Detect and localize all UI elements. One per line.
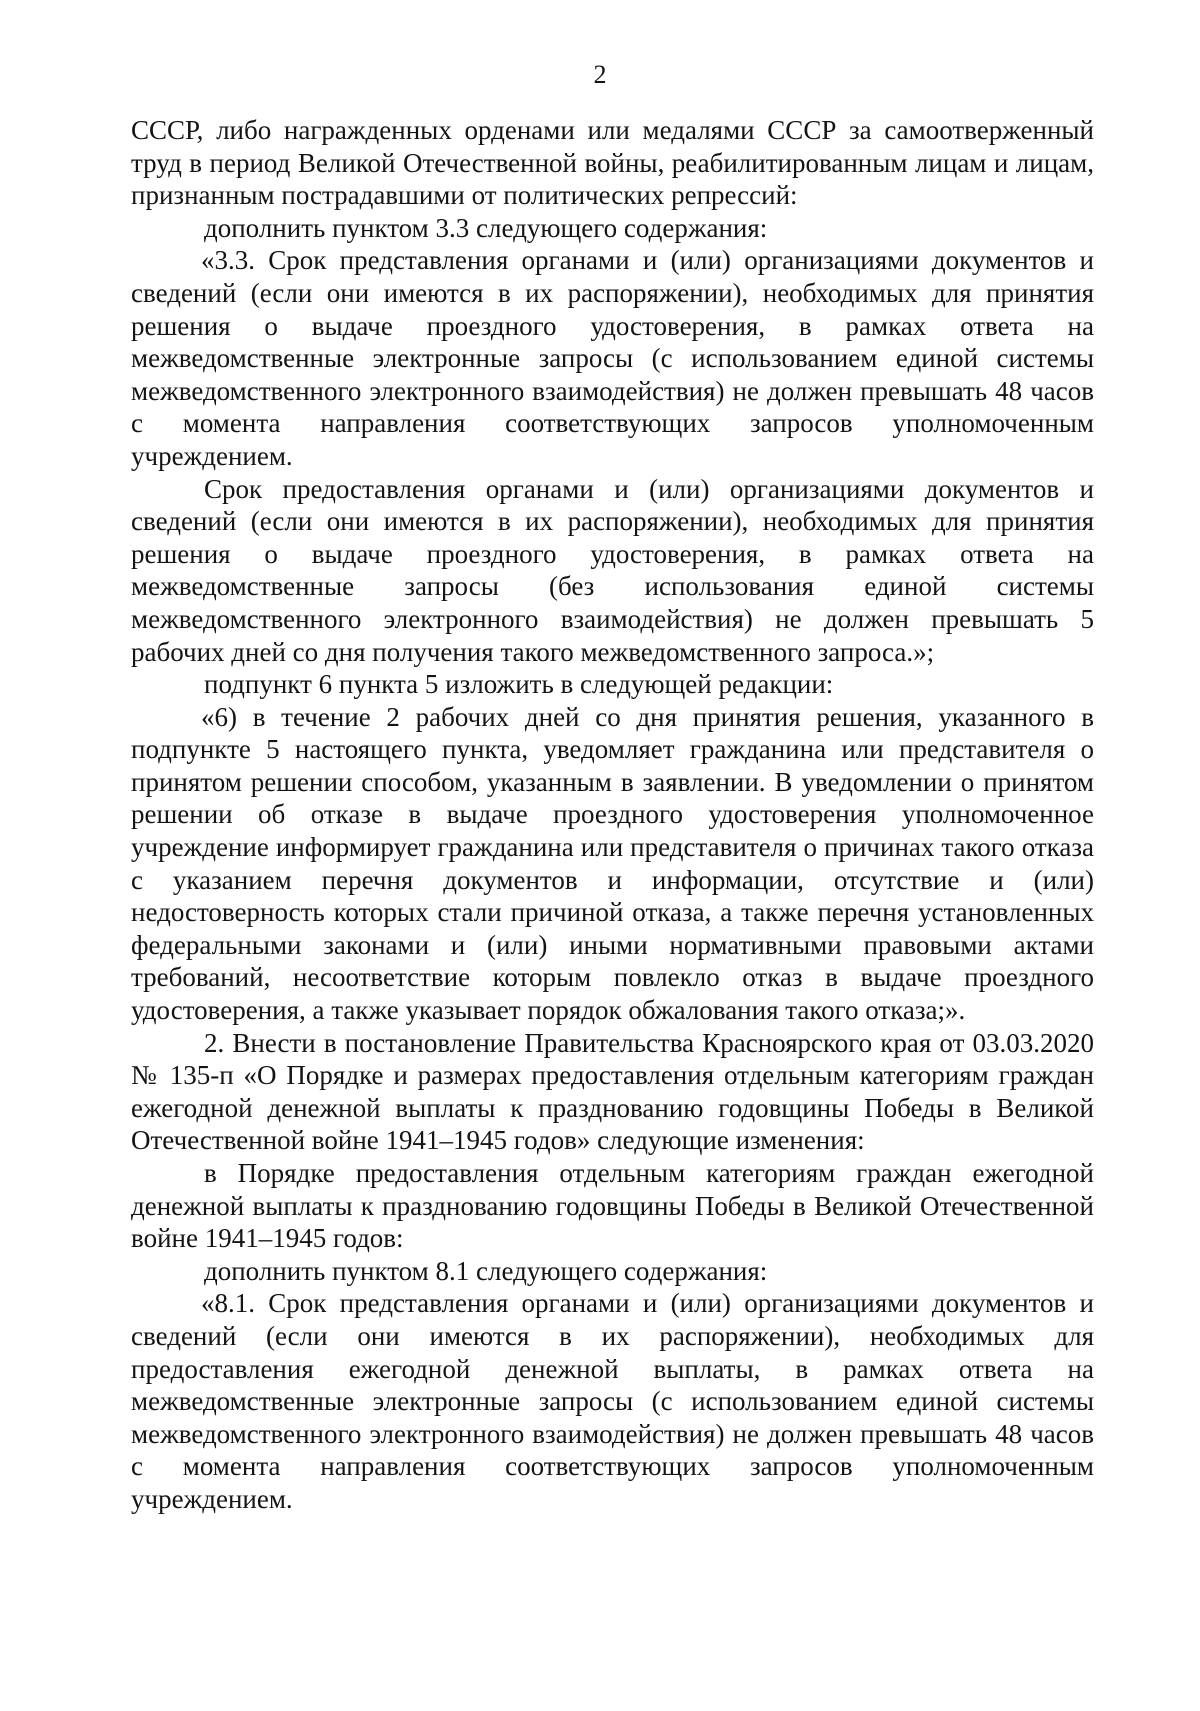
paragraph: в Порядке предоставления отдельным категориям граждан ежегодной денежной выплаты к празднованию годовщины Победы в Великой Отечественной войне 1941–1945 годов:	[131, 1158, 1094, 1254]
paragraph: подпункт 6 пункта 5 изложить в следующей редакции:	[204, 669, 834, 700]
paragraph: дополнить пунктом 8.1 следующего содержания:	[204, 1255, 768, 1286]
document-body	[131, 114, 1094, 1516]
page-number: 2	[593, 60, 607, 89]
paragraph: СССР, либо награжденных орденами или медалями СССР за самоотверженный труд в период Великой Отечественной войны, реабилитированным лицам и лицам, признанным пострадавшими от политических репрессий:	[131, 115, 1094, 211]
paragraph: дополнить пунктом 3.3 следующего содержания:	[204, 212, 768, 243]
paragraph: «3.3. Срок представления органами и (или) организациями документов и сведений (если они имеются в их распоряжении), необходимых для принятия решения о выдаче проездного удостоверения, в рамках ответа на межведомственные электронные запросы (с использованием единой системы межведомственного электронного взаимодействия) не должен превышать 48 часов с момента направления соответствующих запросов уполномоченным учреждением.	[131, 245, 1094, 471]
paragraph: «6) в течение 2 рабочих дней со дня принятия решения, указанного в подпункте 5 настоящего пункта, уведомляет гражданина или представителя о принятом решении способом, указанным в заявлении. В уведомлении о принятом решении об отказе в выдаче проездного удостоверения уполномоченное учреждение информирует гражданина или представителя о причинах такого отказа с указанием перечня документов и информации, отсутствие и (или) недостоверность которых стали причиной отказа, а также перечня установленных федеральными законами и (или) иными нормативными правовыми актами требований, несоответствие которым повлекло отказ в выдаче проездного удостоверения, а также указывает порядок обжалования такого отказа;».	[131, 701, 1094, 1026]
paragraph: 2. Внести в постановление Правительства Красноярского края от 03.03.2020 № 135-п «О Порядке и размерах предоставления отдельным категориям граждан ежегодной денежной выплаты к празднованию годовщины Победы в Великой Отечественной войне 1941–1945 годов» следующие изменения:	[131, 1027, 1094, 1156]
paragraph: «8.1. Срок представления органами и (или) организациями документов и сведений (если они имеются в их распоряжении), необходимых для предоставления ежегодной денежной выплаты, в рамках ответа на межведомственные электронные запросы (с использованием единой системы межведомственного электронного взаимодействия) не должен превышать 48 часов с момента направления соответствующих запросов уполномоченным учреждением.	[131, 1288, 1094, 1514]
paragraph: Срок предоставления органами и (или) организациями документов и сведений (если они имеются в их распоряжении), необходимых для принятия решения о выдаче проездного удостоверения, в рамках ответа на межведомственные запросы (без использования единой системы межведомственного электронного взаимодействия) не должен превышать 5 рабочих дней со дня получения такого межведомственного запроса.»;	[131, 473, 1094, 667]
